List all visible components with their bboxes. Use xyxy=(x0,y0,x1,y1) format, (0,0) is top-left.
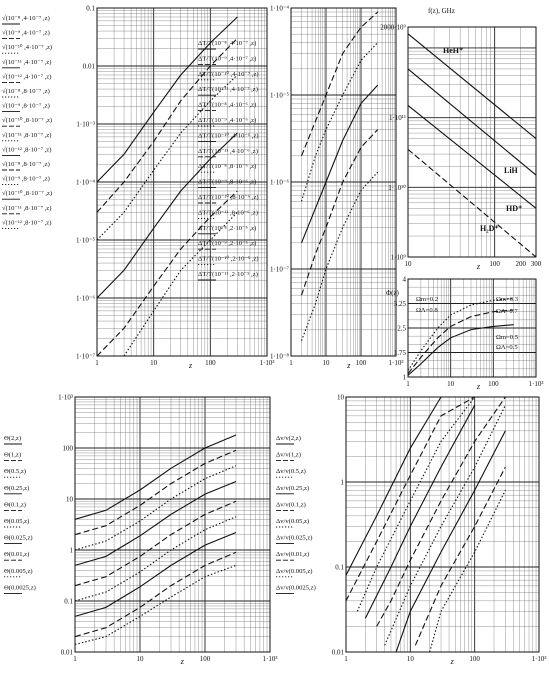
x-axis-label: z xyxy=(476,382,480,391)
legend-entry: ΔT/T(10⁻¹⁰ ,8·10⁻⁶ ,z) xyxy=(198,194,259,201)
series-line-9 xyxy=(75,565,236,644)
curve-annotation: HeH⁺ xyxy=(443,46,464,55)
x-tick-label: 300 xyxy=(530,260,542,268)
series-line-3 xyxy=(75,466,236,550)
legend-entry: Δv/v(0.01,z) xyxy=(276,551,310,559)
series-line-1 xyxy=(408,34,536,139)
legend-entry: Δv/v(0.005,z) xyxy=(276,567,313,575)
y-tick-label: 1·10⁻⁸ xyxy=(270,352,289,361)
y-tick-label: 1·10⁻⁷ xyxy=(76,352,95,361)
y-tick-label: 1 xyxy=(340,478,344,487)
series-line-2 xyxy=(302,43,378,202)
legend-entry: ΔT/T(10⁻¹¹ ,2·10⁻⁵ ,z) xyxy=(198,271,258,278)
legend-entry: Θ(1,z) xyxy=(4,451,22,459)
y-axis-label: f(z), GHz xyxy=(428,7,455,15)
y-tick-label: 1 xyxy=(402,373,406,382)
series-line-6 xyxy=(385,405,506,645)
legend-entry: ΔT/T(10⁻⁸ ,4·10⁻⁶ ,z) xyxy=(198,101,257,109)
y-tick-label: 1·10⁻⁶ xyxy=(76,294,95,303)
legend-entry: √(10⁻¹⁰ ,8·10⁻⁷ ,z) xyxy=(2,190,53,198)
y-tick-label: 1·10⁻⁵ xyxy=(76,236,95,245)
y-tick-label: 1·10⁻³ xyxy=(76,120,95,129)
series-line-2 xyxy=(97,38,237,212)
y-tick-label: 1·10¹¹ xyxy=(388,114,406,123)
legend-entry: ΔT/T(10⁻¹¹ ,4·10⁻⁶ ,z) xyxy=(198,147,258,155)
legend-entry: √(10⁻¹¹ ,8·10⁻⁷ ,z) xyxy=(2,204,52,212)
series-line-1 xyxy=(302,12,378,156)
legend-entry: ΔT/T(10⁻¹¹ ,8·10⁻⁶ ,z) xyxy=(198,209,258,217)
legend-entry: √(10⁻⁹ ,4·10⁻⁷ ,z) xyxy=(2,29,50,37)
y-tick-label: 1 xyxy=(69,546,73,555)
series-line-2 xyxy=(408,310,514,374)
legend-entry: Θ(0.0025,z) xyxy=(4,584,36,592)
legend-entry: √(10⁻¹¹ ,4·10⁻⁷ ,z) xyxy=(2,58,52,66)
y-tick-label: 1·10⁻⁵ xyxy=(270,91,289,100)
legend-entry: Θ(0.5,z) xyxy=(4,468,26,476)
x-axis-label: z xyxy=(188,361,193,370)
y-tick-label: 10 xyxy=(66,495,73,504)
series-line-2 xyxy=(75,450,236,534)
curve-annotation: LiH xyxy=(504,166,518,175)
legend-entry: ΔT/T(10⁻¹¹ ,4·10⁻⁷ ,z) xyxy=(198,86,258,94)
legend-entry: ΔT/T(10⁻⁹ ,8·10⁻⁶ ,z) xyxy=(198,178,257,186)
x-tick-label: 10 xyxy=(136,655,144,663)
x-tick-label: 10 xyxy=(404,260,412,268)
x-tick-label: 100 xyxy=(469,655,480,663)
plot-frame xyxy=(75,397,270,652)
y-tick-label: 1·10⁻⁶ xyxy=(270,178,289,187)
x-tick-label: 100 xyxy=(199,655,211,663)
x-tick-label: 1 xyxy=(95,359,99,367)
legend-entry: √(10⁻¹⁰ ,8·10⁻⁷ ,z) xyxy=(2,117,53,125)
x-tick-label: 1·10³ xyxy=(388,359,404,367)
legend-entry: Θ(0.25,z) xyxy=(4,484,30,492)
y-tick-label: 4 xyxy=(402,275,406,284)
y-tick-label: 1·10⁻⁴ xyxy=(76,178,95,187)
legend-entry: √(10⁻⁸ ,4·10⁻⁷ ,z) xyxy=(2,15,50,22)
legend-entry: √(10⁻¹² ,8·10⁻⁷ ,z) xyxy=(2,219,52,227)
legend-entry: Θ(0.1,z) xyxy=(4,501,26,509)
series-line-4 xyxy=(302,130,378,296)
legend-entry: ΔT/T(10⁻¹⁰ ,2·10⁻⁵ ,z) xyxy=(198,255,259,263)
y-tick-label: 1·10³ xyxy=(58,393,73,402)
x-tick-label: 10 xyxy=(406,655,414,663)
legend-entry: Θ(0.01,z) xyxy=(4,551,30,559)
y-tick-label: 0.01 xyxy=(331,648,344,657)
plot-frame xyxy=(408,27,536,257)
legend-entry: √(10⁻⁸ ,8·10⁻⁷ ,z) xyxy=(2,88,50,95)
x-tick-label: 100 xyxy=(489,260,500,268)
series-line-4 xyxy=(365,405,474,618)
y-tick-label: 1·10⁻⁷ xyxy=(270,265,289,274)
legend-entry: Δv/v(0.05,z) xyxy=(276,518,310,525)
x-tick-label: 10 xyxy=(322,359,330,367)
x-tick-label: 200 xyxy=(515,260,526,268)
legend-entry: Θ(2,z) xyxy=(4,435,22,442)
legend-entry: √(10⁻¹¹ ,8·10⁻⁷ ,z) xyxy=(2,131,52,139)
y-axis-label: Φ(z) xyxy=(386,289,399,297)
legend-entry: √(10⁻⁹ ,8·10⁻⁷ ,z) xyxy=(2,102,50,110)
y-tick-label: 1·10¹⁰ xyxy=(388,183,406,192)
x-axis-label: z xyxy=(347,361,351,370)
y-tick-label: 2000·10⁹ xyxy=(380,23,406,32)
y-tick-label: 2.5 xyxy=(397,324,406,333)
chart-p2 xyxy=(198,5,403,371)
legend-entry: √(10⁻⁸ ,8·10⁻⁷ ,z) xyxy=(2,161,50,168)
legend-entry: Δv/v(0.025,z) xyxy=(276,534,313,542)
chart-p6 xyxy=(276,394,546,667)
x-tick-label: 100 xyxy=(205,359,216,367)
series-line-5 xyxy=(302,172,378,341)
legend-entry: ΔT/T(10⁻⁹ ,4·10⁻⁶ ,z) xyxy=(198,117,257,124)
x-tick-label: 1 xyxy=(406,380,410,388)
legend-entry: ΩΛ=0.8 xyxy=(416,307,438,314)
legend-entry: ΔT/T(10⁻⁸ ,4·10⁻⁷ ,z) xyxy=(198,40,257,47)
legend-entry: ΔT/T(10⁻⁸ ,8·10⁻⁶ ,z) xyxy=(198,163,257,171)
x-tick-label: 1·10³ xyxy=(259,359,275,367)
y-tick-label: 0.1 xyxy=(335,563,344,572)
y-tick-label: 0.01 xyxy=(60,648,73,657)
legend-entry: Θ(0.025,z) xyxy=(4,534,33,542)
legend-entry: ΔT/T(10⁻⁹ ,2·10⁻⁵ ,z) xyxy=(198,240,257,248)
legend-entry: Ωm=0.3 xyxy=(496,296,518,303)
legend-entry: √(10⁻⁹ ,8·10⁻⁷ ,z) xyxy=(2,175,50,183)
x-tick-label: 10 xyxy=(447,380,455,388)
x-tick-label: 1·10³ xyxy=(531,655,547,663)
curve-annotation: H₂D⁺ xyxy=(480,224,499,233)
legend-entry: Δv/v(0.1,z) xyxy=(276,501,306,509)
legend-entry: Δv/v(0.25,z) xyxy=(276,484,310,492)
curve-annotation: HD⁺ xyxy=(506,204,523,213)
x-tick-label: 10 xyxy=(150,359,158,367)
legend-entry: ΔT/T(10⁻¹⁰ ,4·10⁻⁷ ,z) xyxy=(198,70,259,78)
x-tick-label: 1 xyxy=(73,655,77,663)
x-tick-label: 1 xyxy=(344,655,348,663)
y-tick-label: 1.75 xyxy=(393,349,406,357)
x-tick-label: 1·10³ xyxy=(262,655,278,663)
y-tick-label: 100 xyxy=(62,444,73,453)
legend-entry: ΔT/T(10⁻⁸ ,2·10⁻⁵ ,z) xyxy=(198,224,257,232)
y-tick-label: 1·10⁹ xyxy=(390,253,406,262)
series-line-2 xyxy=(408,69,536,175)
legend-entry: Ωm=0.5 xyxy=(496,334,518,341)
x-tick-label: 100 xyxy=(355,359,367,367)
legend-entry: Θ(0.05,z) xyxy=(4,518,30,525)
y-tick-label: 0.1 xyxy=(64,597,73,606)
x-tick-label: 1 xyxy=(289,359,293,367)
legend-entry: Ωm=0.2 xyxy=(416,296,438,303)
legend-entry: Θ(0.005,z) xyxy=(4,567,33,575)
chart-p5 xyxy=(4,394,277,667)
legend-entry: Δv/v(1,z) xyxy=(276,451,301,459)
chart-p3 xyxy=(380,7,542,271)
legend-entry: √(10⁻¹⁰ ,4·10⁻⁷ ,z) xyxy=(2,44,53,52)
x-tick-label: 1·10³ xyxy=(528,380,544,388)
legend-entry: ΩΛ=0.7 xyxy=(496,308,518,315)
series-line-3 xyxy=(357,397,474,611)
legend-entry: ΔT/T(10⁻¹⁰ ,4·10⁻⁶ ,z) xyxy=(198,132,259,140)
x-tick-label: 100 xyxy=(488,380,499,388)
legend-entry: √(10⁻¹² ,4·10⁻⁷ ,z) xyxy=(2,73,52,81)
legend-entry: Δv/v(0.5,z) xyxy=(276,468,306,476)
x-axis-label: z xyxy=(180,657,184,666)
legend-entry: √(10⁻¹² ,8·10⁻⁷ ,z) xyxy=(2,146,52,154)
y-tick-label: 1·10⁻⁴ xyxy=(270,4,289,13)
legend-entry: Δv/v(2,z) xyxy=(276,435,301,442)
y-tick-label: 0.1 xyxy=(86,4,95,13)
legend-entry: ΩΛ=0.5 xyxy=(496,344,518,351)
x-axis-label: z xyxy=(450,657,454,666)
x-axis-label: z xyxy=(476,262,480,271)
y-tick-label: 0.01 xyxy=(82,62,95,71)
legend-entry: ΔT/T(10⁻⁹ ,4·10⁻⁷ ,z) xyxy=(198,55,257,63)
legend-entry: Δv/v(0.0025,z) xyxy=(276,584,316,592)
y-tick-label: 10 xyxy=(337,393,344,402)
chart-p4 xyxy=(386,276,543,392)
y-tick-label: 3.25 xyxy=(393,300,406,308)
